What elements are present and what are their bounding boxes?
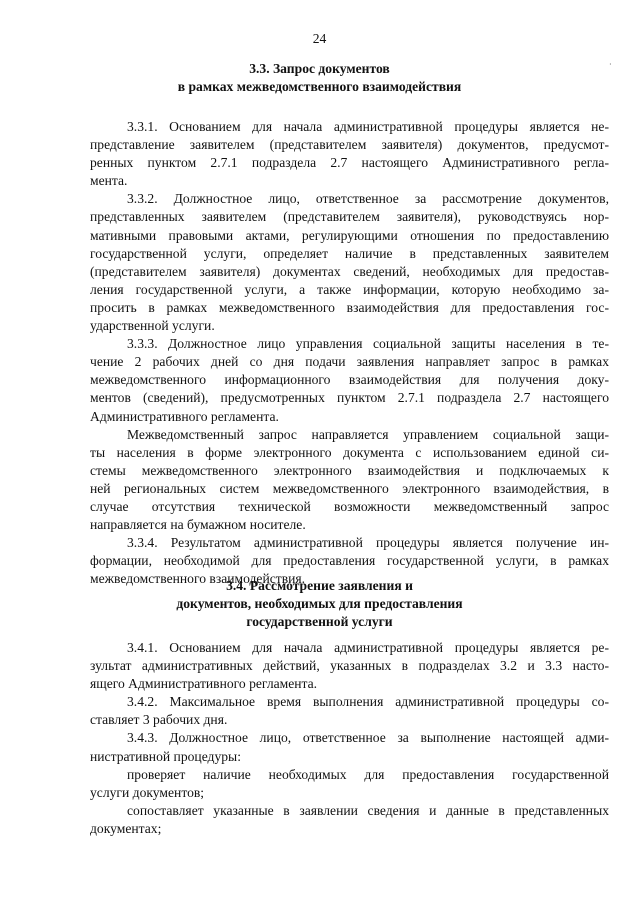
text-line: ставляет 3 рабочих дня. bbox=[90, 712, 228, 728]
text-line: Межведомственный запрос направляется управлением социальной защи- bbox=[127, 426, 609, 442]
text-line: 3.3.2. Должностное лицо, ответственное за рассмотрение документов, bbox=[127, 191, 609, 207]
text-line: ренных пунктом 2.7.1 подраздела 2.7 настоящего Административного регла- bbox=[90, 155, 609, 171]
section-3-4-heading bbox=[0, 577, 639, 631]
text-line: мента. bbox=[90, 173, 128, 189]
text-line: просить в рамках межведомственного взаимодействия для предоставления гос- bbox=[90, 299, 609, 315]
heading-line: 3.4. Рассмотрение заявления и bbox=[226, 578, 413, 593]
text-line: представленных заявителем (представителем заявителя), руководствуясь нор- bbox=[90, 209, 609, 225]
text-line: 3.4.2. Максимальное время выполнения административной процедуры со- bbox=[127, 694, 609, 710]
text-line: межведомственного информационного взаимодействия для получения доку- bbox=[90, 372, 609, 388]
page-number: 24 bbox=[312, 31, 327, 46]
heading-line: документов, необходимых для предоставления bbox=[176, 596, 463, 612]
text-line: 3.4.1. Основанием для начала административной процедуры является ре- bbox=[127, 640, 609, 655]
heading-line: государственной услуги bbox=[246, 614, 393, 630]
text-line: проверяет наличие необходимых для предоставления государственной bbox=[127, 766, 609, 782]
text-line: стемы межведомственного электронного взаимодействия и подключаемых к bbox=[90, 462, 609, 478]
section-3-3-heading bbox=[0, 60, 639, 96]
text-line: ящего Административного регламента. bbox=[90, 676, 318, 692]
text-line: формации, необходимой для предоставления государственной услуги, в рамках bbox=[90, 553, 609, 569]
text-line: 3.3.4. Результатом административной процедуры является получение ин- bbox=[127, 535, 609, 551]
text-line: ты населения в форме электронного документа с использованием единой си- bbox=[90, 444, 609, 460]
text-line: ударственной услуги. bbox=[90, 318, 215, 334]
text-line: случае отсутствия технической возможности межведомственный запрос bbox=[90, 498, 609, 514]
scan-speck: · bbox=[609, 60, 612, 69]
heading-line: в рамках межведомственного взаимодействия bbox=[177, 79, 462, 95]
text-line: ней региональных систем межведомственного электронного взаимодействия, в bbox=[90, 480, 609, 496]
text-line: направляется на бумажном носителе. bbox=[90, 517, 306, 533]
text-line: зультат административных действий, указанных в подразделах 3.2 и 3.3 насто- bbox=[90, 658, 609, 674]
text-line: 3.3.1. Основанием для начала административной процедуры является не- bbox=[127, 119, 609, 134]
text-line: сопоставляет указанные в заявлении сведения и данные в представленных bbox=[127, 802, 609, 818]
text-line: чение 2 рабочих дней со дня подачи заявления направляет запрос в рамках bbox=[90, 354, 609, 370]
text-line: нистративной процедуры: bbox=[90, 748, 241, 764]
text-line: 3.3.3. Должностное лицо управления социальной защиты населения в те- bbox=[127, 336, 609, 352]
text-line: мативными правовыми актами, регулирующими отношения по предоставлению bbox=[90, 227, 609, 243]
heading-line: 3.3. Запрос документов bbox=[249, 61, 390, 76]
text-line: государственной услуги, определяет наличие в представленных заявителем bbox=[90, 245, 609, 261]
text-line: межведомственного взаимодействия. bbox=[90, 571, 306, 587]
section-3-3-body bbox=[90, 118, 609, 588]
text-line: Административного регламента. bbox=[90, 408, 279, 424]
text-line: представление заявителем (представителем заявителя) документов, предусмот- bbox=[90, 137, 609, 153]
text-line: (представителем заявителя) документах сведений, необходимых для предостав- bbox=[90, 263, 609, 279]
text-line: документах; bbox=[90, 820, 162, 836]
section-3-4-body bbox=[90, 639, 609, 838]
text-line: ментов (сведений), предусмотренных пунктом 2.7.1 подраздела 2.7 настоящего bbox=[90, 390, 609, 406]
text-line: ления государственной услуги, а также информации, которую необходимо за- bbox=[90, 281, 609, 297]
text-line: услуги документов; bbox=[90, 784, 205, 800]
text-line: 3.4.3. Должностное лицо, ответственное за выполнение настоящей адми- bbox=[127, 730, 609, 746]
